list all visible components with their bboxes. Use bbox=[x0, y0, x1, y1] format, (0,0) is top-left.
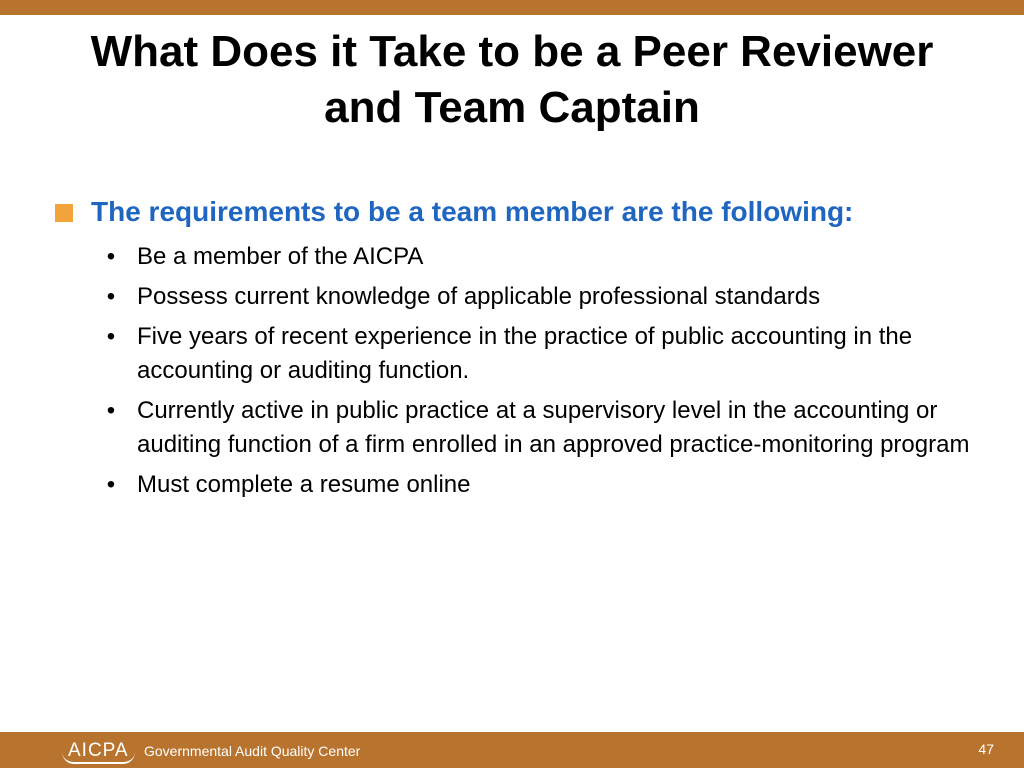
bullet-dot-icon: • bbox=[106, 471, 116, 498]
list-item bbox=[101, 468, 985, 502]
list-item-text: Must complete a resume online bbox=[137, 471, 471, 498]
list-item-text: Five years of recent experience in the practice of public accounting in the accounting or auditing function. bbox=[137, 323, 913, 384]
main-bullet bbox=[55, 196, 985, 228]
list-item-text: Be a member of the AICPA bbox=[137, 243, 424, 270]
slide-body bbox=[55, 196, 985, 508]
list-item bbox=[101, 280, 985, 314]
slide-title: What Does it Take to be a Peer Reviewer and Team Captain bbox=[90, 27, 934, 132]
list-item bbox=[101, 320, 985, 388]
requirements-list bbox=[55, 240, 985, 502]
square-bullet-icon bbox=[55, 204, 73, 222]
bullet-dot-icon: • bbox=[106, 283, 116, 310]
main-bullet-text: The requirements to be a team member are the following: bbox=[91, 196, 854, 227]
bullet-dot-icon: • bbox=[106, 243, 116, 270]
page-number: 47 bbox=[978, 741, 994, 757]
list-item bbox=[101, 394, 985, 462]
aicpa-logo: AICPA bbox=[62, 740, 135, 764]
top-accent-bar bbox=[0, 0, 1024, 15]
bullet-dot-icon: • bbox=[106, 397, 116, 424]
footer-org-name: Governmental Audit Quality Center bbox=[144, 743, 361, 759]
list-item-text: Currently active in public practice at a supervisory level in the accounting or auditing function of a firm enrolled in an approved practice-monitoring program bbox=[137, 397, 970, 458]
bullet-dot-icon: • bbox=[106, 323, 116, 350]
list-item-text: Possess current knowledge of applicable professional standards bbox=[137, 283, 821, 310]
list-item bbox=[101, 240, 985, 274]
